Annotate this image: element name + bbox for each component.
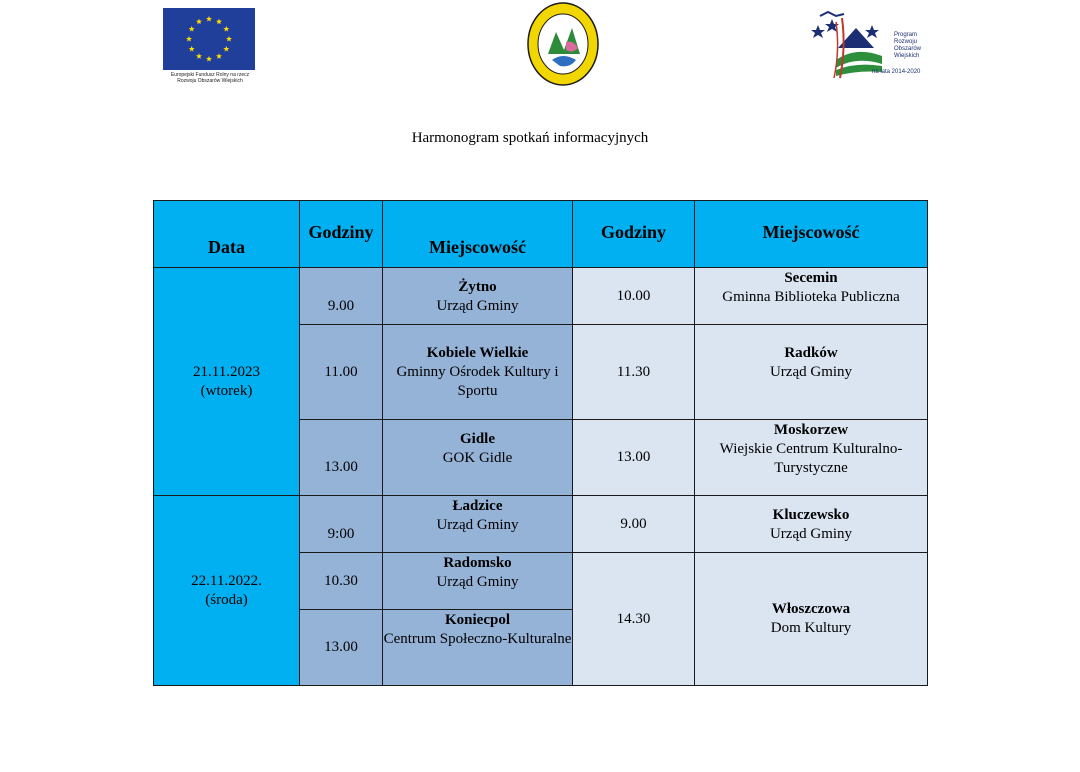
prow-name: Program Rozwoju Obszarów Wiejskich bbox=[894, 32, 922, 59]
location-cell: Kluczewsko Urząd Gminy bbox=[695, 496, 928, 553]
eu-star-icon bbox=[206, 56, 212, 62]
location-cell: Kobiele Wielkie Gminny Ośrodek Kultury i Sportu bbox=[383, 325, 573, 420]
time-cell: 9.00 bbox=[300, 268, 383, 325]
location-cell: Secemin Gminna Biblioteka Publiczna bbox=[695, 268, 928, 325]
lgd-logo bbox=[526, 2, 600, 86]
eu-caption: Europejski Fundusz Rolny na rzecz Rozwoju Obszarów Wiejskich bbox=[170, 72, 250, 84]
prow-years: na lata 2014-2020 bbox=[872, 69, 921, 75]
time-cell: 13.00 bbox=[300, 420, 383, 496]
eu-star-icon bbox=[189, 26, 195, 32]
time-cell: 13.00 bbox=[573, 420, 695, 496]
eu-star-icon bbox=[216, 53, 222, 59]
header-date: Data bbox=[154, 201, 300, 268]
header-place-1: Miejscowość bbox=[383, 201, 573, 268]
time-cell: 11.30 bbox=[573, 325, 695, 420]
eu-star-icon bbox=[223, 46, 229, 52]
header-place-2: Miejscowość bbox=[695, 201, 928, 268]
location-cell: Gidle GOK Gidle bbox=[383, 420, 573, 496]
time-cell: 14.30 bbox=[573, 553, 695, 686]
header-row bbox=[154, 201, 928, 268]
table-row bbox=[154, 496, 928, 553]
time-cell: 9:00 bbox=[300, 496, 383, 553]
date-cell-day1: 21.11.2023 (wtorek) bbox=[154, 268, 300, 496]
eu-star-icon bbox=[206, 16, 212, 22]
location-cell: Ładzice Urząd Gminy bbox=[383, 496, 573, 553]
eu-star-icon bbox=[226, 36, 232, 42]
eu-star-icon bbox=[196, 53, 202, 59]
location-cell: Koniecpol Centrum Społeczno-Kulturalne bbox=[383, 610, 573, 686]
time-cell: 9.00 bbox=[573, 496, 695, 553]
eu-star-icon bbox=[189, 46, 195, 52]
time-cell: 10.00 bbox=[573, 268, 695, 325]
eu-flag-icon bbox=[163, 8, 255, 70]
eu-logo bbox=[163, 8, 257, 84]
header-hours-1: Godziny bbox=[300, 201, 383, 268]
time-cell: 10.30 bbox=[300, 553, 383, 610]
location-cell: Włoszczowa Dom Kultury bbox=[695, 553, 928, 686]
table-row bbox=[154, 268, 928, 325]
eu-star-icon bbox=[216, 18, 222, 24]
page-title: Harmonogram spotkań informacyjnych bbox=[411, 130, 649, 146]
schedule-table bbox=[153, 200, 928, 686]
location-cell: Radków Urząd Gminy bbox=[695, 325, 928, 420]
prow-logo bbox=[806, 8, 930, 80]
eu-star-icon bbox=[196, 18, 202, 24]
eu-star-icon bbox=[186, 36, 192, 42]
location-cell: Żytno Urząd Gminy bbox=[383, 268, 573, 325]
location-cell: Radomsko Urząd Gminy bbox=[383, 553, 573, 610]
date-cell-day2: 22.11.2022. (środa) bbox=[154, 496, 300, 686]
time-cell: 13.00 bbox=[300, 610, 383, 686]
time-cell: 11.00 bbox=[300, 325, 383, 420]
eu-star-icon bbox=[223, 26, 229, 32]
header-hours-2: Godziny bbox=[573, 201, 695, 268]
location-cell: Moskorzew Wiejskie Centrum Kulturalno-Turystyczne bbox=[695, 420, 928, 496]
